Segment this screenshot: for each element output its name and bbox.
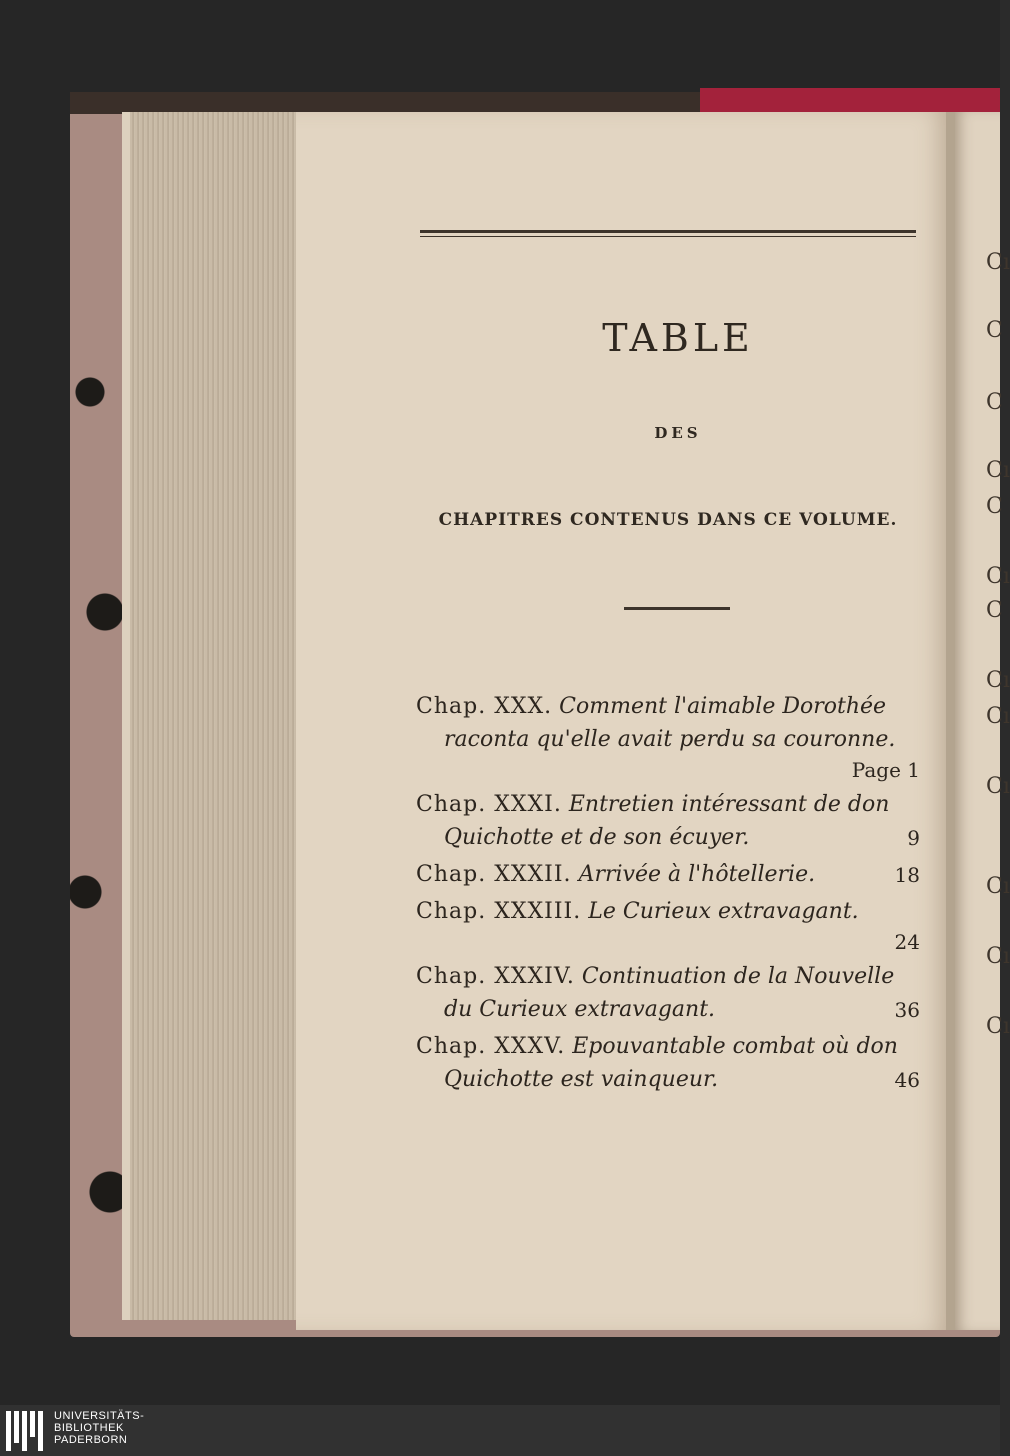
toc-entry — [416, 858, 928, 891]
page-number: 18 — [894, 863, 920, 887]
library-logo-icon — [6, 1411, 50, 1451]
facing-page-fragment: Cı — [986, 250, 1010, 275]
facing-page-fragment: C — [986, 390, 1003, 415]
chapter-title-line: Entretien intéressant de don — [568, 792, 890, 817]
facing-page-fragment: Cı — [986, 704, 1010, 729]
page-number: 24 — [894, 930, 920, 954]
library-footer — [0, 1405, 1000, 1456]
chapter-title-line: Epouvantable combat où don — [572, 1034, 898, 1059]
library-logo-text — [54, 1410, 144, 1446]
chapter-number: Chap. XXXIV. — [416, 964, 575, 989]
facing-page-fragment: C — [986, 598, 1003, 623]
chapter-title-line: Arrivée à l'hôtellerie. — [578, 862, 816, 887]
logo-line-1: UNIVERSITÄTS- — [54, 1410, 145, 1422]
chapter-number: Chap. XXXV. — [416, 1034, 566, 1059]
toc-entry — [416, 1030, 928, 1096]
toc-entry — [416, 960, 928, 1026]
chapter-number: Chap. XXXII. — [416, 862, 572, 887]
chapter-title-line: du Curieux extravagant. — [444, 997, 716, 1022]
logo-line-3: PADERBORN — [54, 1434, 128, 1446]
table-of-contents — [416, 690, 928, 1100]
facing-page-fragment: Cı — [986, 1014, 1010, 1039]
chapter-title-line: Continuation de la Nouvelle — [581, 964, 895, 989]
chapter-number: Chap. XXXIII. — [416, 899, 582, 924]
facing-page-fragment: Cı — [986, 668, 1010, 693]
chapter-number: Chap. XXX. — [416, 694, 553, 719]
facing-page-fragment: Cı — [986, 874, 1010, 899]
chapter-number: Chap. XXXI. — [416, 792, 562, 817]
facing-page-fragment: C — [986, 318, 1003, 343]
toc-entry — [416, 690, 928, 784]
page-block-edges — [122, 112, 306, 1320]
page-subtitle: CHAPITRES CONTENUS DANS CE VOLUME. — [438, 510, 898, 530]
page-title: TABLE — [602, 316, 754, 360]
facing-page-fragment: Cı — [986, 944, 1010, 969]
facing-page-fragment: Cı — [986, 774, 1010, 799]
chapter-title-line: Comment l'aimable Dorothée — [559, 694, 887, 719]
chapter-title-line: Quichotte et de son écuyer. — [444, 825, 750, 850]
chapter-title-line: Le Curieux extravagant. — [588, 899, 859, 924]
page-des: DES — [654, 424, 702, 442]
page-number: 36 — [894, 998, 920, 1022]
logo-line-2: BIBLIOTHEK — [54, 1422, 124, 1434]
toc-entry — [416, 895, 928, 956]
page-number: Page 1 — [851, 758, 920, 782]
red-spine-label — [700, 88, 1000, 112]
chapter-title-line: raconta qu'elle avait perdu sa couronne. — [444, 727, 896, 752]
toc-entry — [416, 788, 928, 854]
chapter-title-line: Quichotte est vainqueur. — [444, 1067, 719, 1092]
facing-page-fragment: Cı — [986, 564, 1010, 589]
short-rule — [624, 607, 730, 610]
page-number: 46 — [894, 1068, 920, 1092]
facing-page-fragment: C — [986, 494, 1003, 519]
double-rule — [420, 230, 916, 237]
page-number: 9 — [907, 826, 920, 850]
facing-page-fragment: Cı — [986, 458, 1010, 483]
